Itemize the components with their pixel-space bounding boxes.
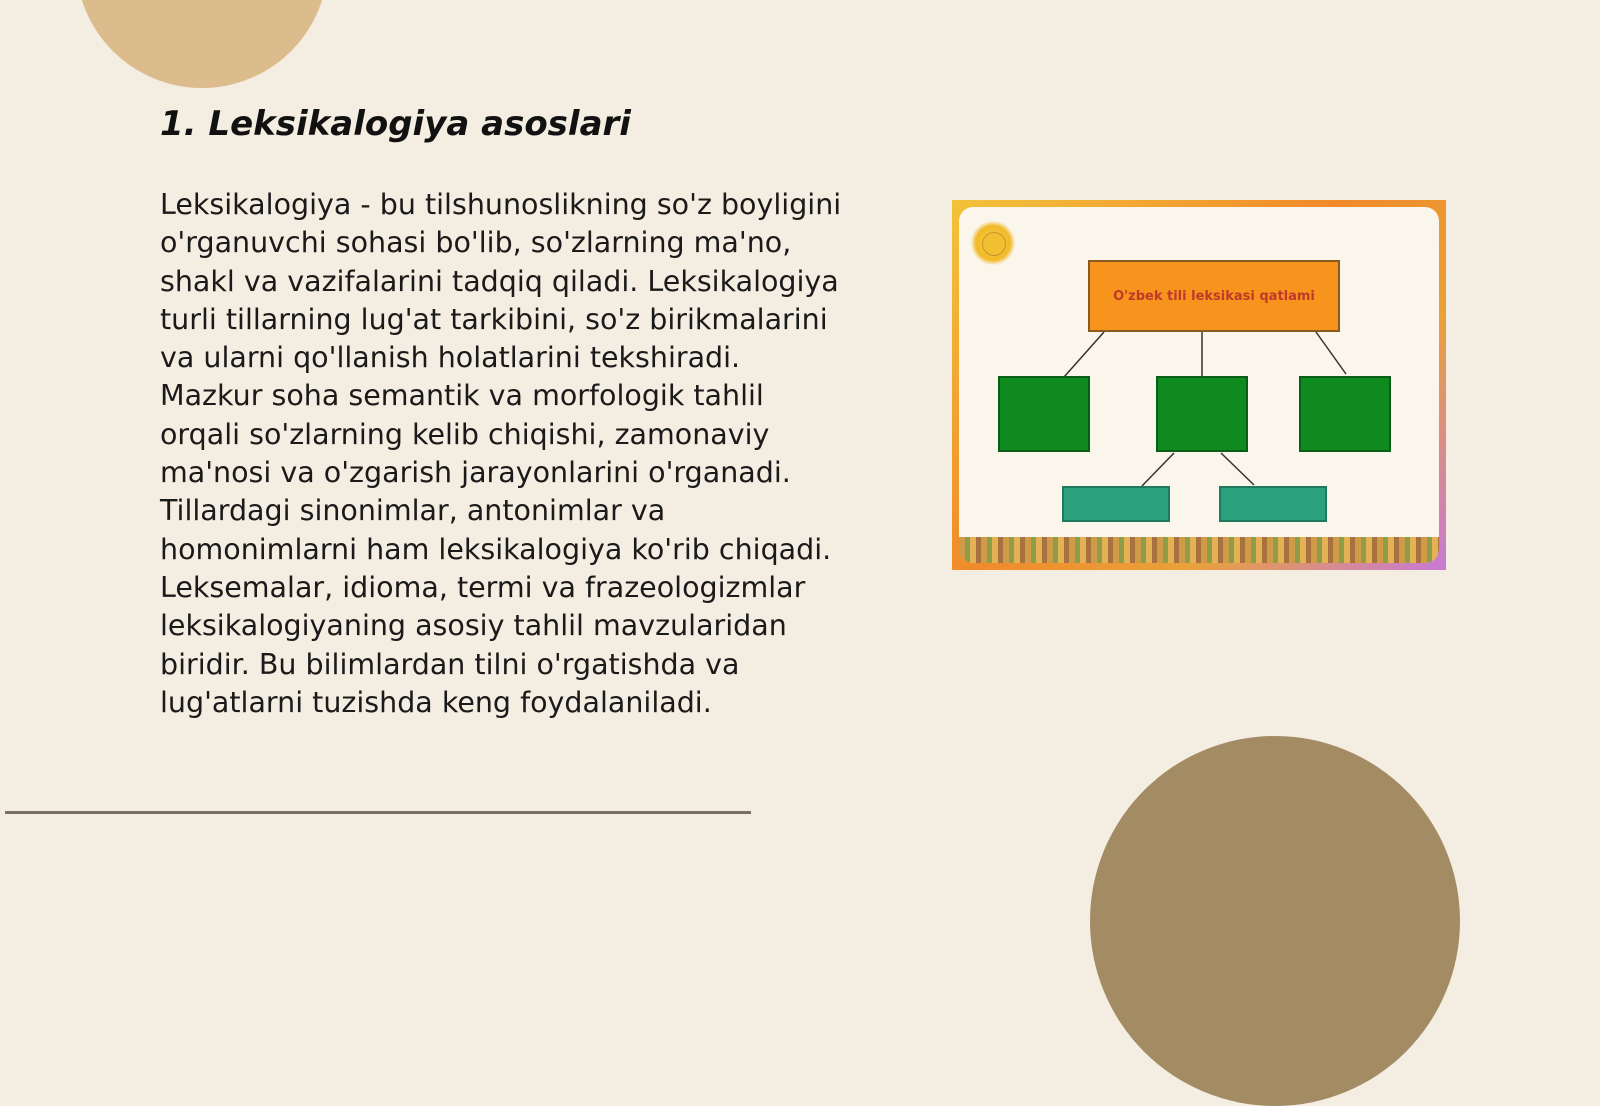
connector-root-left xyxy=(1064,332,1104,377)
lexicon-diagram-image xyxy=(952,200,1446,570)
diagram-root-box: O'zbek tili leksikasi qatlami xyxy=(1088,260,1340,332)
diagram-canvas xyxy=(959,207,1439,563)
horizontal-divider xyxy=(5,811,751,814)
slide-body-text: Leksikalogiya - bu tilshunoslikning so'z boyligini o'rganuvchi sohasi bo'lib, so'zlarning ma'no, shakl va vazifalarini tadqiq qiladi. Leksikalogiya turli tillarning lug'at tarkibini, so'z birikmalarini va ularni qo'llanish holatlarini tekshiradi. Mazkur soha semantik va morfologik tahlil orqali so'zlarning kelib chiqishi, zamonaviy ma'nosi va o'zgarish jarayonlarini o'rganadi. Tillardagi sinonimlar, antonimlar va homonimlarni ham leksikalogiya ko'rib chiqadi. Leksemalar, idioma, termi va frazeologizmlar leksikalogiyaning asosiy tahlil mavzularidan biridir. Bu bilimlardan tilni o'rgatishda va lug'atlarni tuzishda keng foydalaniladi. xyxy=(160,188,842,719)
leaf-border-decoration xyxy=(959,537,1439,563)
connector-center-left xyxy=(1142,453,1174,486)
slide-title: 1. Leksikalogiya asoslari xyxy=(160,104,631,144)
diagram-center-box xyxy=(1156,376,1248,452)
diagram-lower-right-box xyxy=(1219,486,1327,522)
connector-root-right xyxy=(1316,332,1346,374)
diagram-right-box xyxy=(1299,376,1391,452)
connector-center-right xyxy=(1221,453,1254,485)
decorative-circle-top xyxy=(76,0,328,88)
decorative-circle-bottom xyxy=(1090,736,1460,1106)
diagram-left-box xyxy=(998,376,1090,452)
diagram-lower-left-box xyxy=(1062,486,1170,522)
